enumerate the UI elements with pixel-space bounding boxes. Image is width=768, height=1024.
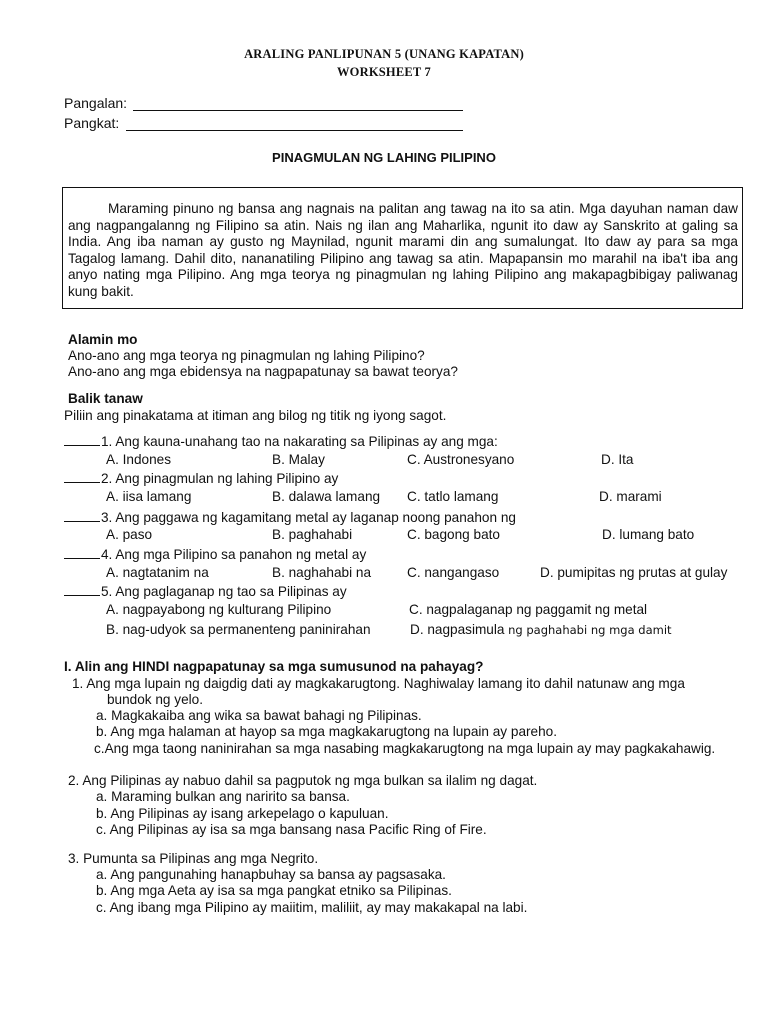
section-i-q1-line2: bundok ng yelo. <box>107 692 203 707</box>
mc-5-option-a[interactable]: A. nagpayabong ng kulturang Pilipino <box>106 602 332 617</box>
mc-1-option-b[interactable]: B. Malay <box>272 452 325 467</box>
mc-5-option-b[interactable]: B. nag-udyok sa permanenteng paninirahan <box>106 622 371 637</box>
section-i-q1-line1: 1. Ang mga lupain ng daigdig dati ay magkakarugtong. Naghiwalay lamang ito dahil natunaw ang mga <box>72 676 685 691</box>
worksheet-heading: WORKSHEET 7 <box>336 65 431 79</box>
mc-3-option-c[interactable]: C. bagong bato <box>407 527 500 542</box>
mc-question-5: 5. Ang paglaganap ng tao sa Pilipinas ay <box>64 583 347 599</box>
section-i-q2-option-b[interactable]: b. Ang Pilipinas ay isang arkepelago o kapuluan. <box>96 806 389 821</box>
section-i-q3-option-c[interactable]: c. Ang ibang mga Pilipino ay maiitim, maliliit, ay may makakapal na labi. <box>96 900 528 915</box>
mc-question-2: 2. Ang pinagmulan ng lahing Pilipino ay <box>64 470 338 486</box>
mc-4-option-b[interactable]: B. naghahabi na <box>272 565 372 580</box>
mc-3-option-a[interactable]: A. paso <box>106 527 153 542</box>
mc-2-option-d[interactable]: D. marami <box>599 489 662 504</box>
mc-4-option-a[interactable]: A. nagtatanim na <box>106 565 209 580</box>
mc-1-option-d[interactable]: D. Ita <box>601 452 634 467</box>
mc-question-1: 1. Ang kauna-unahang tao na nakarating sa Pilipinas ay ang mga: <box>64 433 498 449</box>
alamin-question-1: Ano-ano ang mga teorya ng pinagmulan ng lahing Pilipino? <box>68 348 425 363</box>
section-i-q2: 2. Ang Pilipinas ay nabuo dahil sa pagputok ng mga bulkan sa ilalim ng dagat. <box>68 773 538 788</box>
section-i-q2-option-a[interactable]: a. Maraming bulkan ang naririto sa bansa. <box>96 789 350 804</box>
page-title: PINAGMULAN NG LAHING PILIPINO <box>272 150 496 165</box>
section-i-q1-option-c[interactable]: c.Ang mga taong naninirahan sa mga nasabing magkakarugtong na mga lupain ay may pagkakahawig. <box>94 741 716 756</box>
alamin-heading: Alamin mo <box>68 332 138 347</box>
intro-paragraph <box>68 201 738 300</box>
mc-4-option-d[interactable]: D. pumipitas ng prutas at gulay <box>540 565 728 580</box>
alamin-question-2: Ano-ano ang mga ebidensya na nagpapatunay sa bawat teorya? <box>68 364 458 379</box>
mc-1-option-c[interactable]: C. Austronesyano <box>407 452 515 467</box>
mc-5-option-c[interactable]: C. nagpalaganap ng paggamit ng metal <box>409 602 648 617</box>
mc-3-option-b[interactable]: B. paghahabi <box>272 527 353 542</box>
section-i-q2-option-c[interactable]: c. Ang Pilipinas ay isa sa mga bansang nasa Pacific Ring of Fire. <box>96 822 487 837</box>
mc-2-option-a[interactable]: A. iisa lamang <box>106 489 192 504</box>
answer-blank[interactable] <box>64 509 100 522</box>
section-i-q1-option-a[interactable]: a. Magkakaiba ang wika sa bawat bahagi ng Pilipinas. <box>96 708 422 723</box>
intro-text: Maraming pinuno ng bansa ang nagnais na palitan ang tawag na ito sa atin. Mga dayuhan naman daw ang nagpangalanng ng Filipino sa atin. Nais ng ilan ang Maharlika, ngunit ito daw ay Sanskrito at galing sa India. Ang iba naman ay gusto ng Maynilad, ngunit marami din ang sumalungat. Ito daw ay para sa mga Tagalog lamang. Dahil dito, nananatiling Pilipino ang tawag sa atin. Mapapansin mo marahil na iba't iba ang anyo nating mga Pilipino. Ang mga teorya ng pinagmulan ng lahing Pilipino ang makapagbibigay paliwanag kung bakit. <box>68 201 738 299</box>
answer-blank[interactable] <box>64 583 100 596</box>
mc-question-4: 4. Ang mga Pilipino sa panahon ng metal ay <box>64 546 366 562</box>
mc-4-option-c[interactable]: C. nangangaso <box>407 565 500 580</box>
balik-instruction: Piliin ang pinakatama at itiman ang bilog ng titik ng iyong sagot. <box>64 408 447 423</box>
answer-blank[interactable] <box>64 546 100 559</box>
section-i-q3-option-a[interactable]: a. Ang pangunahing hanapbuhay sa bansa ay pagsasaka. <box>96 867 446 882</box>
mc-3-option-d[interactable]: D. lumang bato <box>602 527 695 542</box>
group-field-line[interactable] <box>126 130 463 131</box>
section-i-q3-option-b[interactable]: b. Ang mga Aeta ay isa sa mga pangkat etniko sa Pilipinas. <box>96 883 452 898</box>
mc-2-option-c[interactable]: C. tatlo lamang <box>407 489 499 504</box>
mc-1-option-a[interactable]: A. Indones <box>106 452 171 467</box>
mc-question-3: 3. Ang paggawa ng kagamitang metal ay laganap noong panahon ng <box>64 509 516 525</box>
answer-blank[interactable] <box>64 470 100 483</box>
name-field-line[interactable] <box>133 110 463 111</box>
name-label: Pangalan: <box>64 95 128 111</box>
subject-heading: ARALING PANLIPUNAN 5 (UNANG KAPATAN) <box>244 47 524 61</box>
group-label: Pangkat: <box>64 115 120 131</box>
mc-5-option-d[interactable]: D. nagpasimula ng paghahabi ng mga damit <box>410 622 672 637</box>
section-i-heading: I. Alin ang HINDI nagpapatunay sa mga sumusunod na pahayag? <box>64 659 484 674</box>
section-i-q3: 3. Pumunta sa Pilipinas ang mga Negrito. <box>68 851 319 866</box>
section-i-q1-option-b[interactable]: b. Ang mga halaman at hayop sa mga magkakarugtong na lupain ay pareho. <box>96 724 557 739</box>
mc-2-option-b[interactable]: B. dalawa lamang <box>272 489 381 504</box>
balik-heading: Balik tanaw <box>68 391 143 406</box>
answer-blank[interactable] <box>64 433 100 446</box>
